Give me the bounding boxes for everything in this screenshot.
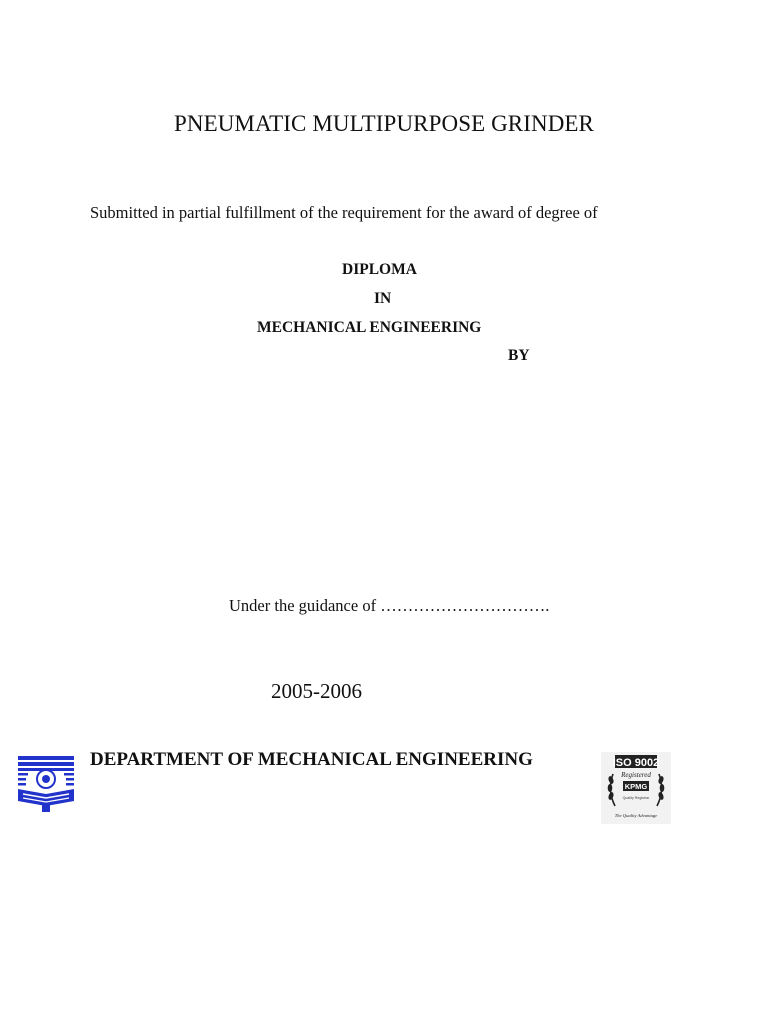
iso-seal — [601, 752, 671, 824]
document-title: PNEUMATIC MULTIPURPOSE GRINDER — [173, 111, 595, 136]
institution-logo — [15, 755, 77, 813]
in-label: IN — [374, 290, 392, 307]
svg-text:Quality Registrar: Quality Registrar — [622, 796, 650, 800]
submission-statement: Submitted in partial fulfillment of the requirement for the award of degree of — [90, 203, 598, 222]
degree-label: DIPLOMA — [342, 261, 417, 278]
academic-year: 2005-2006 — [271, 679, 362, 703]
department-name: DEPARTMENT OF MECHANICAL ENGINEERING — [90, 749, 533, 770]
guidance-line: Under the guidance of …………………………. — [229, 596, 550, 615]
svg-text:KPMG: KPMG — [624, 782, 648, 791]
svg-text:ISO 9002: ISO 9002 — [612, 757, 660, 769]
by-label: BY — [508, 347, 530, 364]
branch-label: MECHANICAL ENGINEERING — [257, 319, 482, 336]
svg-text:Registered: Registered — [621, 771, 651, 779]
svg-text:The Quality Advantage: The Quality Advantage — [614, 813, 658, 818]
